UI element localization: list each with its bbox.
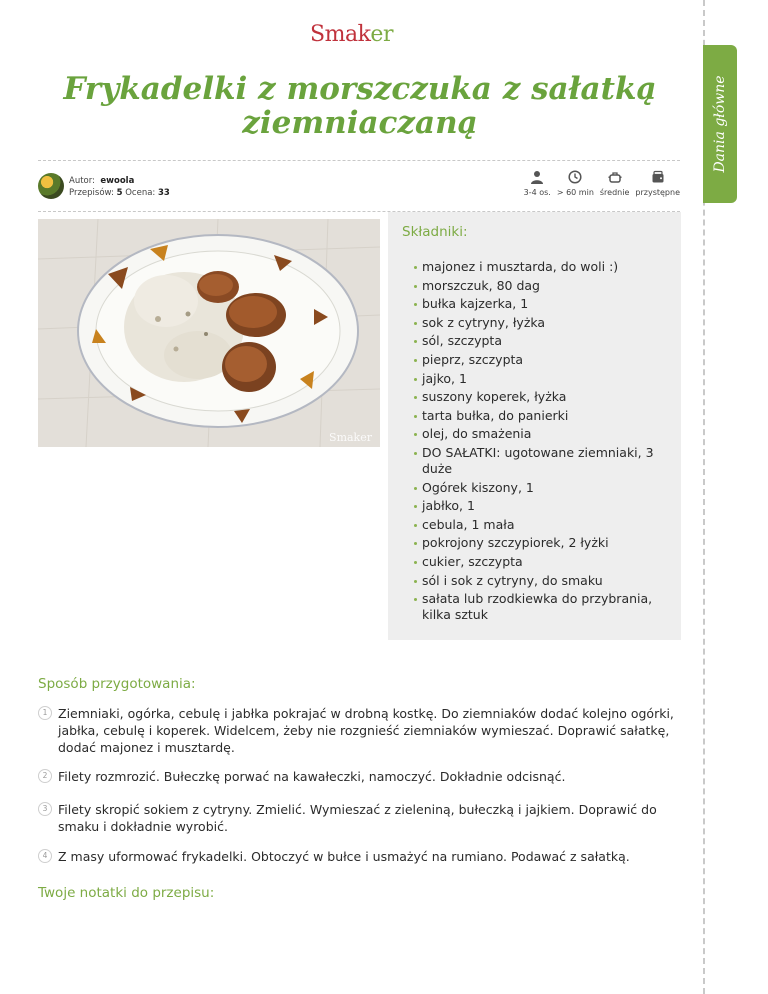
ingredient-item: jajko, 1 [402, 371, 667, 387]
ingredient-item: Ogórek kiszony, 1 [402, 480, 667, 496]
category-tab[interactable] [703, 45, 737, 203]
stat-cost [635, 170, 680, 197]
ingredient-item: cukier, szczypta [402, 554, 667, 570]
ingredient-item: bułka kajzerka, 1 [402, 296, 667, 312]
recipe-stats [524, 170, 680, 197]
ingredient-item: sok z cytryny, łyżka [402, 315, 667, 331]
person-icon [530, 170, 544, 184]
author-avatar[interactable] [38, 173, 64, 199]
pot-icon [608, 170, 622, 184]
step-text: Z masy uformować frykadelki. Obtoczyć w bułce i usmażyć na rumiano. Podawać z sałatką. [58, 849, 630, 864]
stat-servings [524, 170, 551, 197]
preparation-step [38, 768, 680, 785]
recipes-count: 5 [116, 188, 123, 198]
ingredient-item: jabłko, 1 [402, 498, 667, 514]
preparation-step [38, 848, 680, 865]
author-info [69, 175, 170, 199]
divider-top [38, 160, 680, 161]
step-text: Ziemniaki, ogórka, cebulę i jabłka pokrajać w drobną kostkę. Do ziemniaków dodać kolejno ogórki, jabłka, cebulę i koperek. Widelcem, żeby nie rozgnieść ziemniaków wymieszać. Doprawić sałatkę, dodać majonez i musztardę. [58, 706, 674, 755]
step-number: 2 [38, 769, 52, 783]
author-label: Autor: [69, 176, 95, 186]
rating-value: 33 [158, 188, 170, 198]
ingredient-item: majonez i musztarda, do woli :) [402, 259, 667, 275]
ingredient-item: olej, do smażenia [402, 426, 667, 442]
ingredients-panel [388, 212, 681, 640]
ingredient-item: tarta bułka, do panierki [402, 408, 667, 424]
ingredient-item: pieprz, szczypta [402, 352, 667, 368]
step-text: Filety rozmrozić. Bułeczkę porwać na kawałeczki, namoczyć. Dokładnie odcisnąć. [58, 769, 566, 784]
category-tab-label: Dania główne [712, 75, 728, 173]
rating-label: Ocena: [125, 188, 156, 198]
stat-time [557, 170, 594, 197]
wallet-icon [651, 170, 665, 184]
stat-cost-label: przystępne [635, 188, 680, 197]
brand-logo[interactable] [0, 22, 703, 47]
author-name[interactable]: ewoola [100, 176, 135, 186]
step-number: 4 [38, 849, 52, 863]
ingredient-item: pokrojony szczypiorek, 2 łyżki [402, 535, 667, 551]
preparation-step [38, 801, 680, 835]
recipes-label: Przepisów: [69, 188, 114, 198]
notes-title: Twoje notatki do przepisu: [38, 885, 215, 901]
ingredient-item: morszczuk, 80 dag [402, 278, 667, 294]
step-number: 1 [38, 706, 52, 720]
preparation-title: Sposób przygotowania: [38, 676, 196, 692]
ingredient-item: sól, szczypta [402, 333, 667, 349]
brand-logo-accent: er [370, 22, 393, 47]
stat-difficulty-label: średnie [599, 188, 630, 197]
ingredient-item: sałata lub rzodkiewka do przybrania, kilka sztuk [402, 591, 667, 623]
brand-logo-main: Smak [310, 22, 371, 47]
step-number: 3 [38, 802, 52, 816]
stat-servings-label: 3-4 os. [523, 188, 551, 197]
ingredient-item: sól i sok z cytryny, do smaku [402, 573, 667, 589]
clock-icon [568, 170, 582, 184]
step-text: Filety skropić sokiem z cytryny. Zmielić. Wymieszać z zieleniną, bułeczką i jajkiem. Doprawić do smaku i dokładnie wyrobić. [58, 802, 657, 834]
photo-watermark: Smaker [329, 431, 372, 444]
ingredients-list [402, 259, 667, 623]
stat-difficulty [600, 170, 630, 197]
recipe-title: Frykadelki z morszczuka z sałatką ziemniaczaną [63, 71, 657, 141]
ingredient-item: DO SAŁATKI: ugotowane ziemniaki, 3 duże [402, 445, 667, 477]
ingredients-title: Składniki: [402, 224, 468, 240]
preparation-step [38, 705, 680, 756]
stat-time-label: > 60 min [556, 188, 594, 197]
recipe-photo[interactable] [38, 219, 380, 447]
ingredient-item: cebula, 1 mała [402, 517, 667, 533]
ingredient-item: suszony koperek, łyżka [402, 389, 667, 405]
